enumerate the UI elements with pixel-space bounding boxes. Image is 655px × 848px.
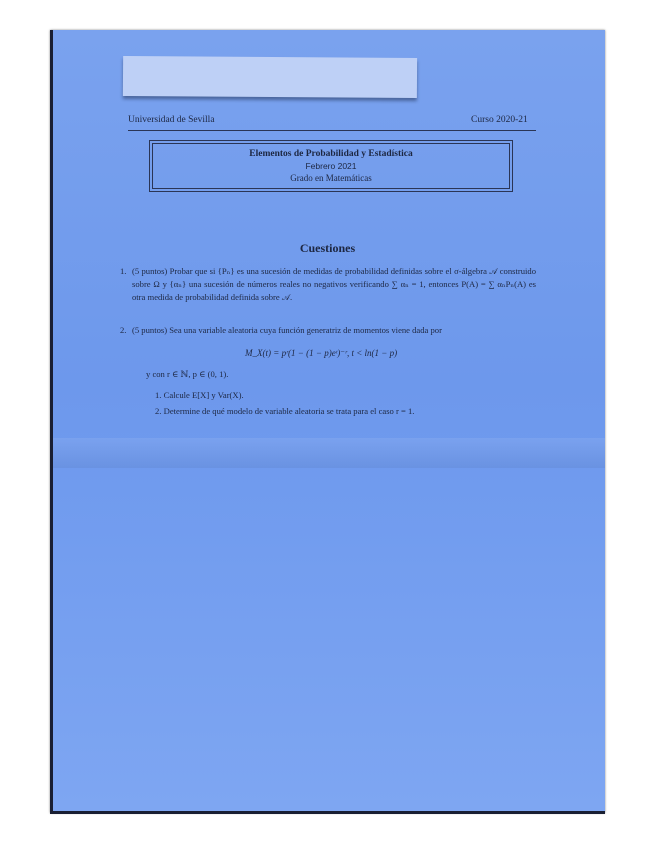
header-rule — [128, 130, 536, 131]
subquestion-number: 1. — [155, 390, 162, 400]
subquestion-2 — [155, 406, 414, 416]
question-number: 1. — [120, 266, 127, 276]
question-2 — [120, 324, 536, 337]
section-title: Cuestiones — [299, 241, 356, 255]
subquestion-text: Determine de qué modelo de variable aleatoria se trata para el caso r = 1. — [163, 406, 415, 416]
covering-tape — [123, 56, 417, 98]
question-text: (5 puntos) Probar que si {Pₙ} es una sucesión de medidas de probabilidad definidas sobre el σ-álgebra 𝒜 construido sobre Ω y {αₙ} una sucesión de números reales no negativos verificando ∑ αₙ = 1, entonces P(A) = ∑ αₙPₙ(A) es otra medida de probabilidad definida sobre 𝒜. — [132, 266, 536, 302]
mgf-equation: M_X(t) = pʳ(1 − (1 − p)eᵗ)⁻ʳ, t < ln(1 − p) — [245, 348, 398, 358]
course-label: Curso 2020-21 — [471, 115, 528, 125]
title-box — [152, 143, 510, 189]
subquestion-number: 2. — [155, 406, 162, 416]
subquestion-1 — [155, 390, 244, 400]
question-text: (5 puntos) Sea una variable aleatoria cuya función generatriz de momentos viene dada por — [132, 325, 442, 335]
subquestion-text: Calcule E[X] y Var(X). — [163, 390, 244, 400]
exam-date: Febrero 2021 — [305, 161, 357, 171]
question-number: 2. — [120, 325, 127, 335]
paper-shadow-left — [50, 30, 53, 813]
university-label: Universidad de Sevilla — [128, 115, 215, 125]
question-1 — [120, 265, 536, 304]
paper-shadow-bottom — [50, 811, 605, 814]
exam-degree: Grado en Matemáticas — [290, 173, 372, 183]
parameter-condition: y con r ∈ ℕ, p ∈ (0, 1). — [146, 369, 229, 379]
exam-title: Elementos de Probabilidad y Estadística — [249, 149, 413, 159]
